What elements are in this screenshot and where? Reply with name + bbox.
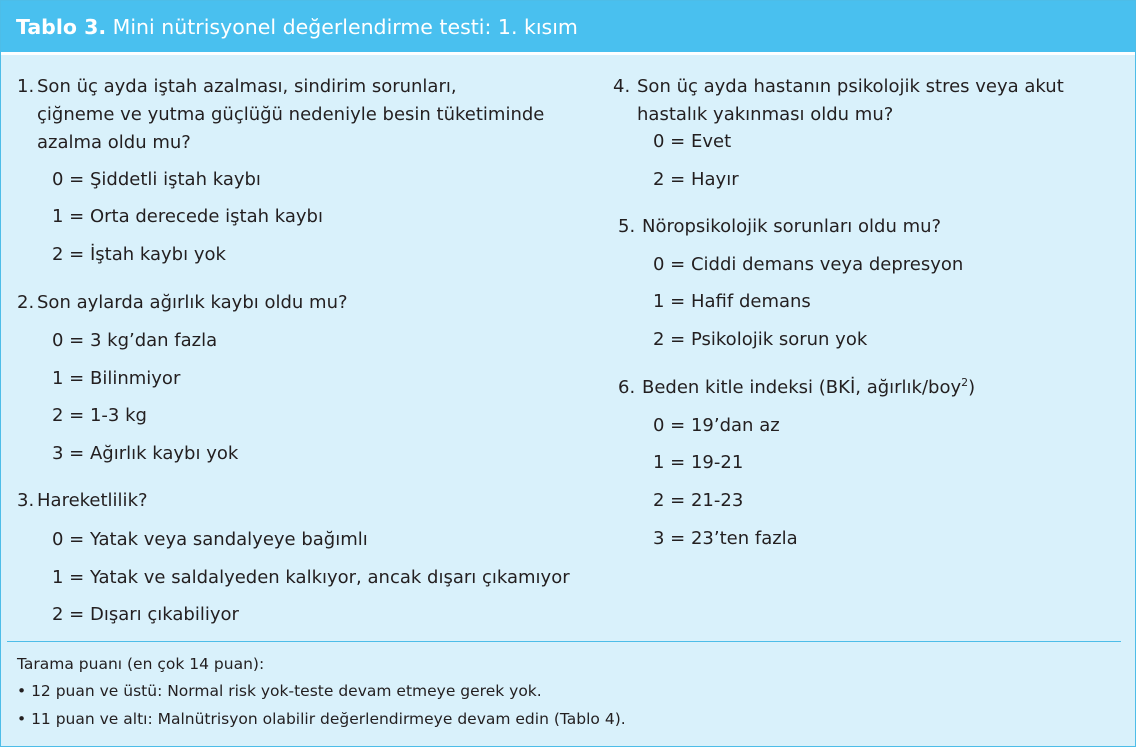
table-title-bar (1, 1, 1135, 55)
question-number: 6. (618, 377, 636, 398)
answer-option: 2 = Hayır (653, 169, 739, 190)
answer-option: 0 = 19’dan az (653, 415, 780, 436)
divider (7, 641, 1121, 642)
question-number: 4. (613, 76, 631, 97)
answer-option: 2 = 21-23 (653, 490, 744, 511)
question-line: çiğneme ve yutma güçlüğü nedeniyle besin tüketiminde (37, 104, 545, 125)
answer-option: 1 = Orta derecede iştah kaybı (52, 206, 323, 227)
table-title-bold: Tablo 3. (16, 15, 107, 39)
answer-option: 1 = Bilinmiyor (52, 368, 181, 389)
question-line: Hareketlilik? (37, 490, 148, 511)
answer-option: 0 = Yatak veya sandalyeye bağımlı (52, 529, 368, 550)
question-line: Son üç ayda iştah azalması, sindirim sorunları, (37, 76, 457, 97)
answer-option: 1 = 19-21 (653, 452, 744, 473)
footer-bullet: • 12 puan ve üstü: Normal risk yok-teste devam etmeye gerek yok. (17, 682, 542, 700)
answer-option: 2 = Psikolojik sorun yok (653, 329, 868, 350)
question-line: Nöropsikolojik sorunları oldu mu? (642, 216, 942, 237)
question-line: azalma oldu mu? (37, 132, 191, 153)
answer-option: 1 = Yatak ve saldalyeden kalkıyor, ancak dışarı çıkamıyor (52, 567, 570, 588)
question-number: 1. (17, 76, 35, 97)
answer-option: 0 = Evet (653, 131, 732, 152)
footer-bullet: • 11 puan ve altı: Malnütrisyon olabilir değerlendirmeye devam edin (Tablo 4). (17, 710, 626, 728)
question-line: Son aylarda ağırlık kaybı oldu mu? (37, 292, 348, 313)
answer-option: 2 = İştah kaybı yok (52, 244, 226, 265)
answer-option: 1 = Hafif demans (653, 291, 811, 312)
answer-option: 0 = 3 kg’dan fazla (52, 330, 218, 351)
table-title (16, 15, 578, 39)
question-text-end: ) (968, 377, 976, 398)
question-number: 2. (17, 292, 35, 313)
table-title-rest: Mini nütrisyonel değerlendirme testi: 1. kısım (106, 15, 578, 39)
answer-option: 0 = Ciddi demans veya depresyon (653, 254, 964, 275)
answer-option: 0 = Şiddetli iştah kaybı (52, 169, 261, 190)
question-text: Beden kitle indeksi (BKİ, ağırlık/boy (642, 377, 962, 398)
question-line (642, 374, 975, 402)
question-line: Son üç ayda hastanın psikolojik stres veya akut (637, 76, 1064, 97)
question-number: 5. (618, 216, 636, 237)
answer-option: 2 = Dışarı çıkabiliyor (52, 604, 239, 625)
footer-heading: Tarama puanı (en çok 14 puan): (17, 655, 265, 673)
answer-option: 3 = 23’ten fazla (653, 528, 798, 549)
answer-option: 2 = 1-3 kg (52, 405, 147, 426)
answer-option: 3 = Ağırlık kaybı yok (52, 443, 239, 464)
question-number: 3. (17, 490, 35, 511)
superscript: 2 (961, 376, 969, 389)
question-line: hastalık yakınması oldu mu? (637, 104, 894, 125)
